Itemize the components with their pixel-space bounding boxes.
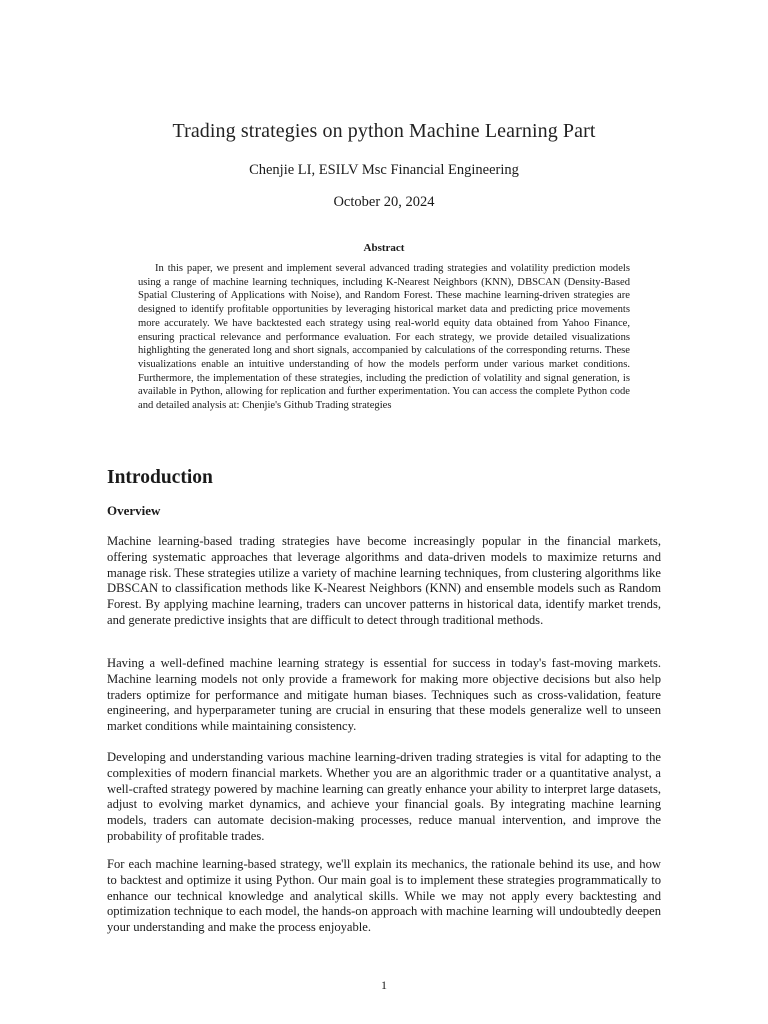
page-number: 1 [381,978,387,992]
body-paragraph: Having a well-defined machine learning strategy is essential for success in today's fast-moving markets. Machine learning models not only provide a framework for making more objective decisions but also help traders optimize for performance and mitigate human biases. Techniques such as cross-validation, feature engineering, and hyperparameter tuning are crucial in ensuring that these models generalize well to unseen market conditions while maintaining consistency. [107,656,661,734]
section-heading-introduction: Introduction [107,467,213,488]
subsection-heading-overview: Overview [107,503,161,518]
github-link[interactable]: Chenjie's Github Trading strategies [242,400,392,412]
paper-date: October 20, 2024 [333,194,435,210]
body-paragraph: For each machine learning-based strategy, we'll explain its mechanics, the rationale behind its use, and how to backtest and optimize it using Python. Our main goal is to implement these strategies programmatically to enhance our technical knowledge and analytical skills. While we may not apply every backtesting and optimization technique to each model, the hands-on approach with machine learning will undoubtedly deepen your understanding and make the process enjoyable. [107,857,661,935]
abstract-text [138,262,630,413]
paper-title: Trading strategies on python Machine Learning Part [172,120,596,142]
body-paragraph: Developing and understanding various machine learning-driven trading strategies is vital for adapting to the complexities of modern financial markets. Whether you are an algorithmic trader or a quantitative analyst, a well-crafted strategy powered by machine learning can greatly enhance your ability to interpret large datasets, adjust to evolving market dynamics, and achieve your financial goals. By integrating machine learning models, traders can automate decision-making processes, reduce manual intervention, and improve the probability of profitable trades. [107,750,662,843]
body-paragraph: Machine learning-based trading strategies have become increasingly popular in the financial markets, offering systematic approaches that leverage algorithms and data-driven models to maximize returns and manage risk. These strategies utilize a variety of machine learning techniques, from clustering algorithms like DBSCAN to classification methods like K-Nearest Neighbors (KNN) and ensemble models such as Random Forest. By applying machine learning, traders can uncover patterns in historical data, identify market trends, and generate predictive insights that are difficult to detect through traditional methods. [107,534,661,627]
abstract-body-text: In this paper, we present and implement several advanced trading strategies and volatility prediction models using a range of machine learning techniques, including K-Nearest Neighbors (KNN), DBSCAN (Density-Based Spatial Clustering of Applications with Noise), and Random Forest. These machine learning-driven strategies are designed to identify profitable opportunities by leveraging historical market data and predicting price movements more accurately. We have backtested each strategy using real-world equity data obtained from Yahoo Finance, ensuring practical relevance and performance evaluation. For each strategy, we provide detailed visualizations highlighting the generated long and short signals, accompanied by calculations of the corresponding returns. These visualizations enable an intuitive understanding of how the models perform under various market conditions. Furthermore, the implementation of these strategies, including the prediction of volatility and signal generation, is available in Python, allowing for replication and further experimentation. You can access the complete Python code and detailed analysis at: [138,263,630,412]
author-line: Chenjie LI, ESILV Msc Financial Engineering [249,162,519,178]
abstract-heading: Abstract [363,242,405,254]
